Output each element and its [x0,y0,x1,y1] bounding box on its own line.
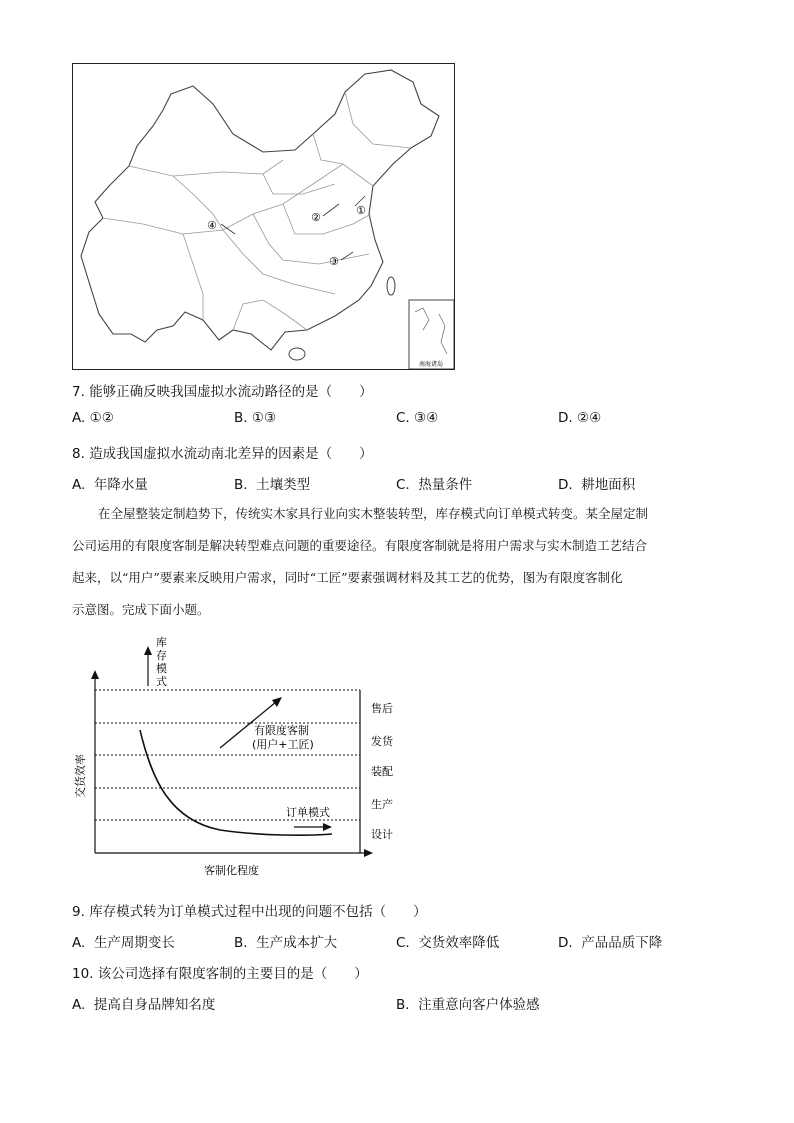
question-number: 8. [72,446,85,462]
passage [72,498,722,626]
passage-line-3: 起来，以“用户”要素来反映用户需求，同时“工匠”要素强调材料及其工艺的优势，图为有限度客制化 [72,570,623,585]
map-outline [81,70,439,350]
q9-option-c[interactable]: C. 交货效率降低 [396,935,500,951]
x-axis-label: 客制化程度 [204,864,259,877]
q9-option-a[interactable]: A. 生产周期变长 [72,935,175,951]
q7-option-d[interactable]: D. ②④ [558,410,602,426]
question-number: 9. [72,904,85,920]
passage-line-2: 公司运用的有限度客制是解决转型难点问题的重要途径。有限度客制就是将用户需求与实木制造工艺结合 [72,538,648,553]
taiwan-island [387,277,395,295]
question-text: 该公司选择有限度客制的主要目的是（ ） [97,966,368,982]
question-number: 10. [72,966,94,982]
q10-option-a[interactable]: A. 提高自身品牌知名度 [72,997,216,1013]
arrow-label-line1: 有限度客制 [254,724,309,737]
q10-option-b[interactable]: B. 注重意向客户体验感 [396,997,540,1013]
question-text: 能够正确反映我国虚拟水流动路径的是（ ） [89,384,373,400]
china-map [72,63,455,370]
q8-option-c[interactable]: C. 热量条件 [396,477,473,493]
q7-option-a[interactable]: A. ①② [72,410,114,426]
question-9-stem [72,900,427,920]
y-axis-label: 交货效率 [74,754,87,798]
question-8-stem [72,442,373,462]
question-text: 库存模式转为订单模式过程中出现的问题不包括（ ） [89,904,427,920]
q9-option-b[interactable]: B. 生产成本扩大 [234,935,338,951]
question-7-stem [72,380,373,400]
stage-label-after-sales: 售后 [371,702,393,715]
stage-label-assembly: 装配 [371,765,393,778]
arrow-label-line2: (用户+工匠) [252,738,314,751]
q7-option-c[interactable]: C. ③④ [396,410,439,426]
question-10-stem [72,962,368,982]
question-text: 造成我国虚拟水流动南北差异的因素是（ ） [89,446,373,462]
customization-diagram [70,630,410,880]
south-china-sea-inset [409,300,454,369]
curve-label: 订单模式 [286,806,330,819]
q7-option-b[interactable]: B. ①③ [234,410,277,426]
y-axis-top-label: 库存模式 [156,636,167,688]
stage-label-shipping: 发货 [371,735,393,748]
stage-label-production: 生产 [371,798,393,811]
q8-option-b[interactable]: B. 土壤类型 [234,477,311,493]
inset-label: 南海诸岛 [419,361,444,368]
passage-line-4: 示意图。完成下面小题。 [72,602,210,617]
q8-option-a[interactable]: A. 年降水量 [72,477,148,493]
map-marker-1: ① [356,204,366,217]
q8-option-d[interactable]: D. 耕地面积 [558,477,636,493]
stage-label-design: 设计 [371,828,393,841]
passage-line-1: 在全屋整装定制趋势下，传统实木家具行业向实木整装转型，库存模式向订单模式转变。某全屋定制 [98,506,649,521]
map-marker-2: ② [311,211,321,224]
question-number: 7. [72,384,85,400]
map-marker-4: ④ [207,219,217,232]
hainan-island [289,348,305,360]
q9-option-d[interactable]: D. 产品品质下降 [558,935,663,951]
map-marker-3: ③ [329,255,339,268]
